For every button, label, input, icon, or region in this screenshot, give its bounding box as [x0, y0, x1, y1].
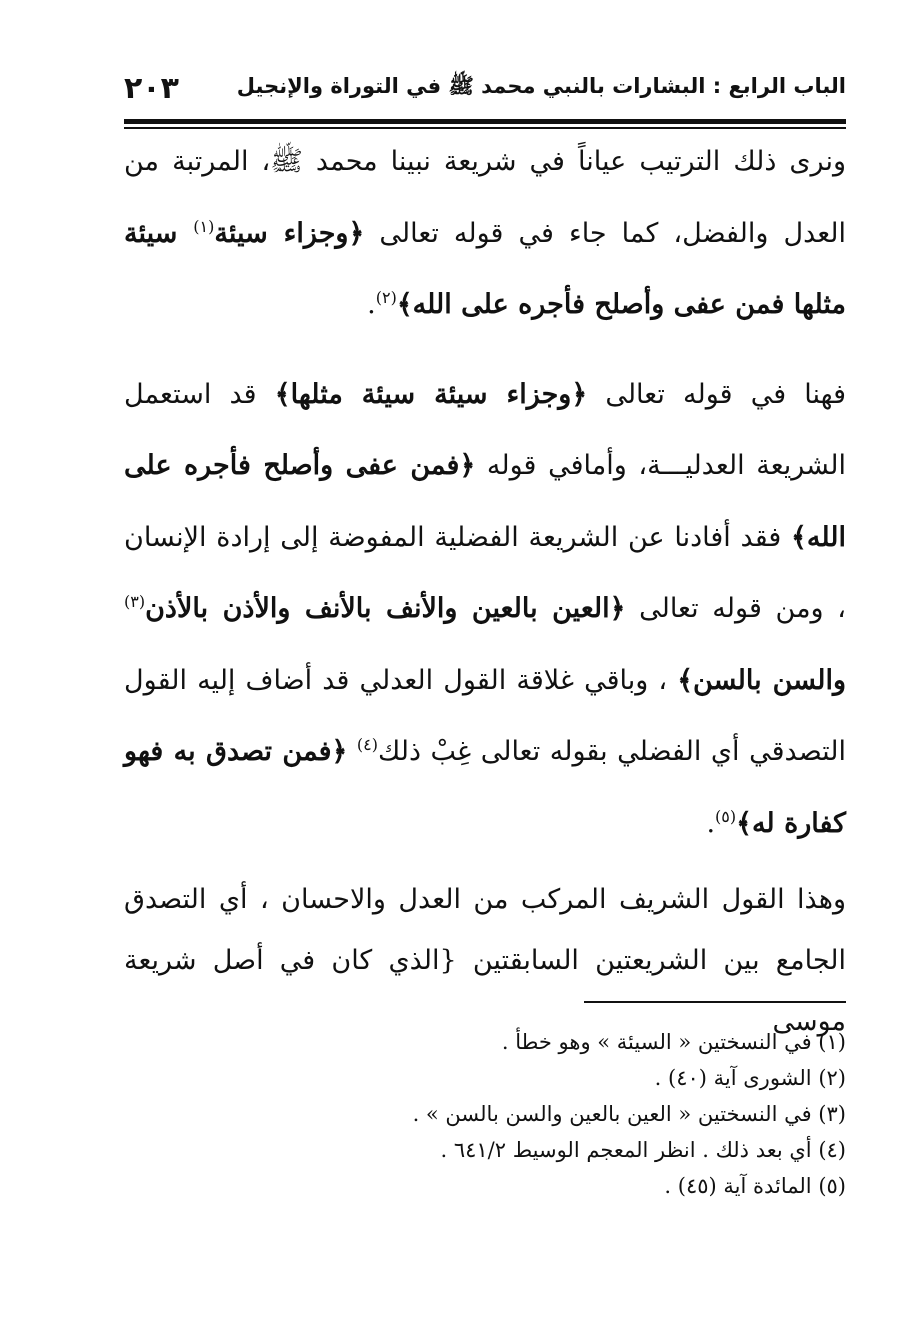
paragraph-2-text-1: فهنا في قوله تعالى: [587, 378, 846, 410]
footnote-1: (١) في النسختين « السيئة » وهو خطأ .: [501, 1030, 846, 1054]
paragraph-2-text-3: فقد أفادنا عن الشريعة الفضلية المفوضة إلى إرادة الإنسان ، ومن قوله تعالى: [124, 521, 846, 624]
paragraph-2-space: [347, 736, 357, 767]
footnote-ref-4: (٤): [356, 735, 378, 754]
quran-quote-2c: ﴿العين بالعين والأنف بالأنف والأذن بالأذن: [145, 593, 626, 624]
paragraph-2: [124, 359, 846, 860]
footnote-4: (٤) أي بعد ذلك . انظر المعجم الوسيط ٦٤١/٢ .: [440, 1138, 846, 1162]
chapter-title: الباب الرابع : البشارات بالنبي محمد ﷺ في التوراة والإنجيل: [236, 73, 846, 98]
paragraph-3-text-1: وهذا القول الشريف المركب من العدل والاحسان ، أي التصدق الجامع بين الشريعتين السابقتين {الذي كان في أصل شريعة موسى: [124, 884, 846, 1037]
quran-quote-1b: سيئة مثلها فمن عفى وأصلح فأجره على الله﴾: [124, 217, 846, 320]
quran-quote-1a: ﴿وجزاء سيئة: [214, 217, 365, 249]
main-text: [124, 126, 846, 1052]
footnote-2: (٢) الشورى آية (٤٠) .: [654, 1066, 846, 1090]
paragraph-2-text-2: قد استعمل الشريعة العدليـــة، وأمافي قوله: [124, 378, 846, 481]
footnote-ref-1: (١): [193, 216, 215, 236]
paragraph-1: [124, 126, 846, 341]
header-rule-thick: [124, 119, 846, 124]
quran-quote-2d: والسن بالسن﴾: [677, 664, 846, 696]
footnotes: [124, 1024, 846, 1204]
page-number: ٢٠٣: [124, 70, 179, 106]
footnote-ref-2: (٢): [375, 288, 397, 307]
quran-quote-2e: ﴿فمن تصدق به فهو كفارة له﴾: [124, 736, 846, 839]
paragraph-1-end: .: [367, 289, 376, 320]
footnote-3: (٣) في النسختين « العين بالعين والسن بالسن » .: [412, 1102, 846, 1126]
quran-quote-2a: ﴿وجزاء سيئة سيئة مثلها﴾: [274, 378, 588, 410]
running-header: [124, 60, 846, 116]
paragraph-2-text-4: ، وباقي غلاقة القول العدلي قد أضاف إليه القول التصدقي أي الفضلي بقوله تعالى غِبْ ذلك: [124, 664, 846, 767]
paragraph-2-end: .: [706, 807, 716, 839]
footnote-5: (٥) المائدة آية (٤٥) .: [664, 1174, 846, 1198]
footnote-ref-5: (٥): [715, 806, 737, 826]
quran-quote-2b: ﴿فمن عفى وأصلح فأجره على الله﴾: [124, 450, 846, 553]
footnote-ref-3: (٣): [124, 592, 146, 611]
paragraph-1-text-1: ونرى ذلك الترتيب عياناً في شريعة نبينا محمد ﷺ، المرتبة من العدل والفضل، كما جاء في قوله تعالى: [124, 146, 847, 249]
footnote-separator: [584, 1001, 846, 1003]
